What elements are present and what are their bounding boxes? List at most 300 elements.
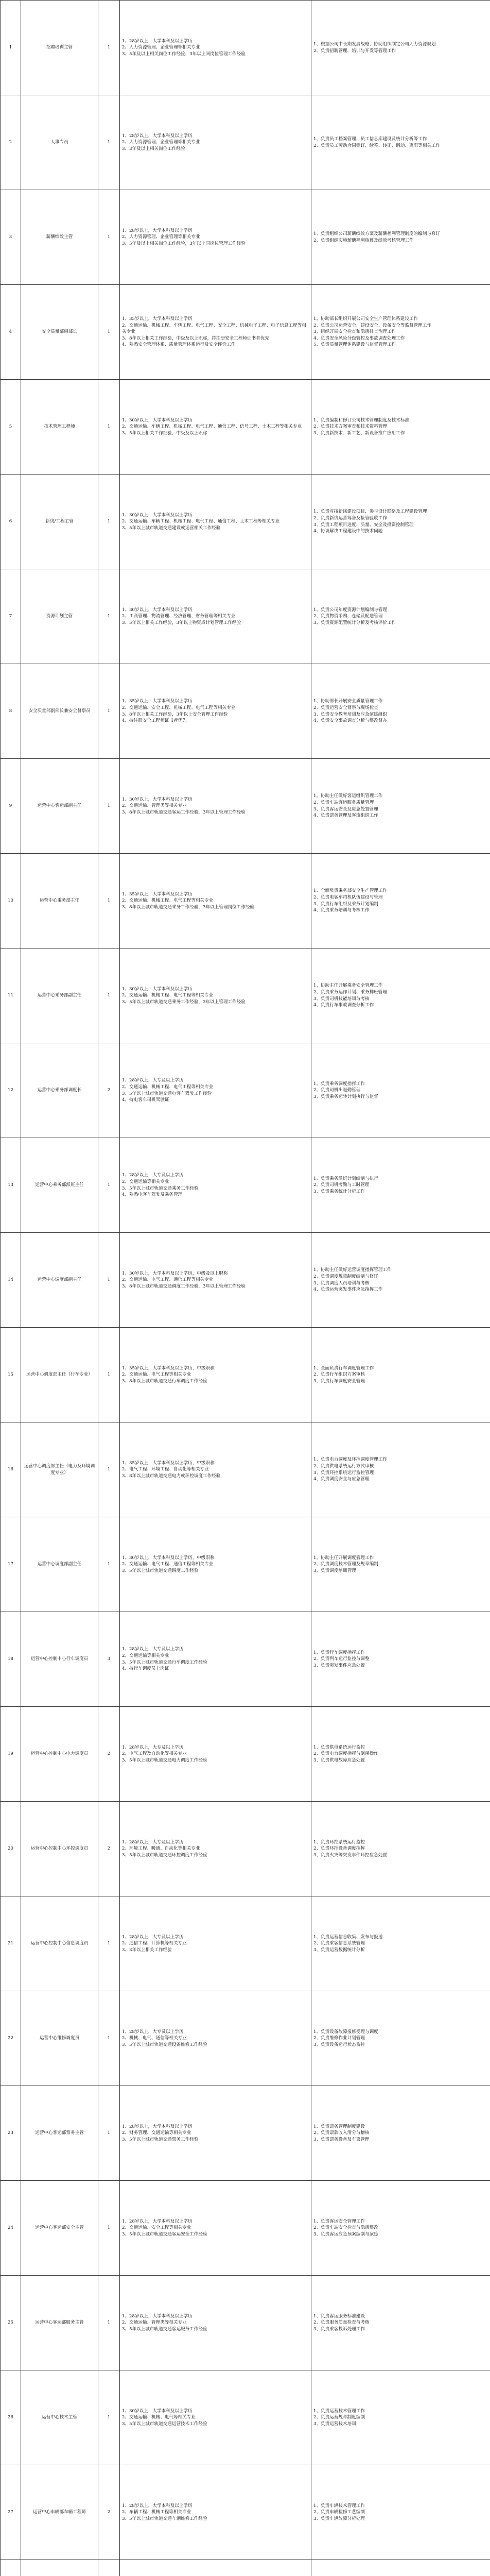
duty-line: 1、负责车辆技术管理工作	[313, 2503, 365, 2509]
position-title: 运营中心控制中心环控调度员	[21, 1802, 98, 1896]
duty-line: 1、负责对接新线建设项目，参与设计联络及工程建设管理	[313, 509, 427, 515]
headcount: 1	[98, 285, 120, 380]
headcount: 1	[98, 380, 120, 474]
row-number: 10	[1, 854, 21, 948]
requirement-line: 1、30岁以上，大学本科及以上学历，中级及以上职称	[122, 1270, 228, 1276]
table-row	[1, 1422, 490, 1517]
requirements-cell	[120, 1138, 311, 1233]
duty-line: 2、负责车辆检修工艺编制	[313, 2510, 365, 2515]
row-number: 15	[1, 1328, 21, 1422]
duty-line: 1、负责组织公司薪酬绩效方案及薪酬福利管理制度的编制与修订	[313, 231, 441, 236]
duty-line: 1、负责客运服务标准建设	[313, 2313, 365, 2319]
requirement-line: 2、人力资源管理、企业管理等相关专业	[122, 45, 200, 50]
requirements-cell	[120, 285, 311, 380]
position-title: 安全质量部副部长兼安全督察员	[21, 664, 98, 759]
row-number: 9	[1, 759, 21, 854]
table-row	[1, 474, 490, 569]
duty-line: 4、负责安全风险分级管控及事故调查处理工作	[313, 335, 405, 341]
duty-line: 1、负责运营信息收集、发布与报送	[313, 1934, 383, 1940]
requirements-cell	[120, 1043, 311, 1138]
table-row	[1, 569, 490, 664]
headcount: 1	[98, 474, 120, 569]
position-title: 运营中心调度部副主任	[21, 1517, 98, 1612]
requirement-line: 1、28岁以上，大专及以上学历	[122, 1744, 184, 1750]
duties-cell	[311, 474, 490, 569]
requirement-line: 3、8年以上城市轨道交通客运工作经验，3年以上管理工作经验	[122, 809, 246, 815]
position-title: 运营中心客运部服务主管	[21, 2276, 98, 2370]
position-title: 运营中心调度部主任（行车专业）	[21, 1328, 98, 1422]
duty-line: 2、负责列车运行监控与调整	[313, 1656, 370, 1662]
row-number: 24	[1, 2181, 21, 2276]
headcount: 1	[98, 1, 120, 95]
headcount: 1	[98, 1896, 120, 1991]
duty-line: 2、负责调度技术管理及规章编制	[313, 1562, 378, 1567]
requirements-cell	[120, 2370, 311, 2465]
requirement-line: 1、35岁以上，大学本科及以上学历	[122, 891, 192, 897]
table-row	[1, 95, 490, 190]
requirement-line: 3、5年及以上相关岗位工作经验，3年以上同岗位管理工作经验	[122, 241, 246, 246]
requirement-line: 3、5年及以上相关岗位工作经验，3年以上同岗位管理工作经验	[122, 51, 246, 57]
requirement-line: 1、28岁以上，大学本科及以上学历	[122, 38, 192, 44]
requirement-line: 3、5年以上相关工作经验，3年以上物资或计划管理工作经验	[122, 620, 241, 625]
position-title: 资源计划主管	[21, 569, 98, 664]
table-row	[1, 854, 490, 948]
table-row	[1, 1, 490, 95]
requirement-line: 4、熟悉安全管理体系、质量管理体系运行及安全评价工作	[122, 342, 236, 348]
duty-line: 1、负责设备故障报修受理与调度	[313, 2029, 378, 2035]
duty-line: 1、负责运营技术管理工作	[313, 2408, 365, 2414]
row-number: 22	[1, 1991, 21, 2086]
requirement-line: 2、交通运输、机械工程、电气工程等相关专业	[122, 898, 214, 904]
requirement-line: 2、交通运输、安全工程、机械工程、电气工程等相关专业	[122, 705, 236, 710]
headcount: 1	[98, 1517, 120, 1612]
duty-line: 2、负责电客车司机队伍建设与管理	[313, 894, 383, 900]
table-row	[1, 1233, 490, 1328]
position-title: 运营中心维修调度员	[21, 1991, 98, 2086]
requirement-line: 2、机械、电气、通信等相关专业	[122, 2036, 187, 2041]
duty-line: 2、负责供电系统运行方式审核	[313, 1463, 374, 1469]
duty-line: 1、协助主任开展调度管理工作	[313, 1555, 374, 1561]
duty-line: 3、负责运营技术培训	[313, 2421, 356, 2427]
headcount: 1	[98, 95, 120, 190]
position-title: 技术管理工程师	[21, 380, 98, 474]
row-number: 25	[1, 2276, 21, 2370]
duty-line: 4、负责安全事故调查分析与整改督办	[313, 718, 387, 724]
table-row	[1, 664, 490, 759]
requirement-line: 1、28岁以上，大学本科及以上学历	[122, 2503, 192, 2509]
position-title: 运营中心乘务部调度长	[21, 1043, 98, 1138]
duty-line: 2、负责乘务运作计划、乘务排班管理	[313, 989, 387, 995]
position-title: 运营中心技术主管	[21, 2370, 98, 2465]
requirement-line: 2、电气工程、环境工程、自动化等相关专业	[122, 1467, 209, 1472]
table-row	[1, 190, 490, 285]
duty-line: 2、负责运营规章制度编制	[313, 2415, 365, 2420]
requirement-line: 3、5年以上城市轨道交通电力调度工作经验	[122, 1757, 207, 1763]
duty-line: 3、负责环控系统运行监控管理	[313, 1470, 374, 1476]
requirement-line: 2、交通运输、管理类等相关专业	[122, 2320, 187, 2326]
position-title: 运营中心乘务部派班主任	[21, 1138, 98, 1233]
requirement-line: 2、交通运输等相关专业	[122, 1653, 169, 1658]
row-number: 18	[1, 1612, 21, 1707]
position-title: 运营中心客运部安全主管	[21, 2181, 98, 2276]
requirements-cell	[120, 854, 311, 948]
duties-cell	[311, 2181, 490, 2276]
requirements-cell	[120, 2276, 311, 2370]
table-row	[1, 2560, 490, 2576]
duties-cell	[311, 2370, 490, 2465]
duty-line: 2、负责物资采购、仓储及配送管理	[313, 614, 383, 619]
requirement-line: 3、5年以上城市轨道交通建设或运营相关工作经验	[122, 525, 221, 531]
requirement-line: 2、交通运输、机械工程、电气工程等相关专业	[122, 1084, 214, 1090]
headcount: 1	[98, 569, 120, 664]
duties-cell	[311, 95, 490, 190]
requirement-line: 3、5年以上城市轨道交通车辆维修工作经验	[122, 2516, 207, 2521]
position-title: 运营中心调度部副主任	[21, 1233, 98, 1328]
requirements-cell	[120, 1612, 311, 1707]
duty-line: 3、负责车辆故障分析处理	[313, 2516, 365, 2521]
row-number: 19	[1, 1707, 21, 1802]
headcount: 1	[98, 854, 120, 948]
requirement-line: 2、交通运输、车辆工程、机械工程、电气工程、通信工程、信号工程、土木工程等相关专业	[122, 424, 302, 430]
requirements-cell	[120, 2560, 311, 2576]
headcount: 1	[98, 2370, 120, 2465]
duty-line: 2、负责公司运营安全、建设安全、设备安全等监督管理工作	[313, 323, 431, 328]
requirement-line: 1、30岁以上，大学本科及以上学历	[122, 512, 192, 518]
duties-cell	[311, 1138, 490, 1233]
duty-line: 1、负责电力调度及环控调度管理工作	[313, 1457, 387, 1463]
duty-line: 1、负责行车调度指挥工作	[313, 1650, 365, 1655]
row-number: 2	[1, 95, 21, 190]
row-number: 16	[1, 1422, 21, 1517]
requirement-line: 2、交通运输、安全工程等相关专业	[122, 2225, 191, 2231]
duty-line: 2、负责行车组织方案审核	[313, 1372, 365, 1378]
requirement-line: 1、28岁以上，大专及以上学历	[122, 1839, 184, 1845]
requirement-line: 2、交通运输、机械工程、电气工程等相关专业	[122, 993, 214, 998]
headcount: 1	[98, 1991, 120, 2086]
headcount	[98, 2560, 120, 2576]
duty-line: 1、全面负责乘务部安全生产管理工作	[313, 888, 387, 894]
requirement-line: 1、28岁以上，大学本科及以上学历	[122, 2218, 192, 2224]
requirement-line: 3、5年以上城市轨道交通客运服务工作经验	[122, 2326, 207, 2332]
duties-cell	[311, 1896, 490, 1991]
duty-line: 2、负责乘客信息系统管理	[313, 1941, 365, 1946]
requirement-line: 3、8年以上城市轨道交通电力或环控调度工作经验	[122, 1473, 221, 1479]
duty-line: 4、协调解决工程建设中的技术问题	[313, 529, 383, 534]
requirement-line: 1、28岁以上，大学本科及以上学历	[122, 2313, 192, 2319]
requirements-cell	[120, 948, 311, 1043]
requirements-cell	[120, 380, 311, 474]
requirement-line: 2、交通运输、管理类等相关专业	[122, 803, 187, 809]
duty-line: 3、负责新技术、新工艺、新设备推广应用工作	[313, 430, 405, 436]
requirements-cell	[120, 190, 311, 285]
position-title: 人事专员	[21, 95, 98, 190]
duty-line: 2、负责新线运营筹备及接管验收工作	[313, 515, 387, 521]
duties-cell	[311, 2465, 490, 2560]
duty-line: 2、负责技术方案审查和技术资料管理	[313, 424, 387, 430]
requirement-line: 3、8年以上城市轨道交通行车调度工作经验	[122, 1378, 207, 1384]
table-row	[1, 1328, 490, 1422]
table-row	[1, 2086, 490, 2181]
duty-line: 3、负责设备运行状态监控	[313, 2042, 365, 2047]
requirement-line: 2、交通运输、电气工程等相关专业	[122, 1372, 191, 1378]
table-row	[1, 759, 490, 854]
position-title: 运营中心控制中心信息调度员	[21, 1896, 98, 1991]
requirement-line: 3、5年以上城市轨道交通电客车驾驶工作经验	[122, 1091, 212, 1096]
requirements-cell	[120, 1707, 311, 1802]
requirements-cell	[120, 664, 311, 759]
duties-cell	[311, 1043, 490, 1138]
duty-line: 1、协助主任做好运营调度指挥管理工作	[313, 1267, 392, 1273]
duties-cell	[311, 854, 490, 948]
duty-line: 3、组织开展安全检查和隐患排查治理工作	[313, 329, 396, 335]
duty-line: 5、负责质量管理体系建设与监督管理工作	[313, 342, 396, 348]
duty-line: 1、负责供电系统运行监控	[313, 1744, 365, 1750]
row-number: 11	[1, 948, 21, 1043]
duty-line: 2、负责电力调度指挥与倒闸操作	[313, 1751, 378, 1757]
duties-cell	[311, 1422, 490, 1517]
headcount: 1	[98, 1422, 120, 1517]
requirement-line: 3、5年以上城市轨道交通运营技术工作经验	[122, 2421, 207, 2427]
duty-line: 3、负责客运安全及应急处置管理	[313, 806, 378, 812]
duty-line: 2、负责招聘管理、培训与开发等管理工作	[313, 48, 396, 54]
requirement-line: 1、30岁以上，大学本科及以上学历	[122, 2408, 192, 2414]
requirement-line: 2、交通运输等相关专业	[122, 1179, 169, 1184]
duties-cell	[311, 1707, 490, 1802]
duty-line: 4、负责行车事故调查分析工作	[313, 1003, 374, 1008]
duty-line: 1、负责员工档案管理，员工信息库建设及统计分析等工作	[313, 136, 427, 142]
requirement-line: 1、28岁以上，大专及以上学历	[122, 1173, 184, 1178]
headcount: 1	[98, 759, 120, 854]
position-title: 运营中心控制中心行车调度员	[21, 1612, 98, 1707]
requirement-line: 3、8年以上城市轨道交通调度工作经验，3年以上管理工作经验	[122, 1283, 246, 1289]
table-row	[1, 1991, 490, 2086]
table-row	[1, 285, 490, 380]
requirement-line: 1、28岁以上，大专及以上学历	[122, 1078, 184, 1083]
duty-line: 3、负责工程项目进度、质量、安全及投资控制管理	[313, 522, 414, 528]
duty-line: 2、负责调度规章制度编制与修订	[313, 1274, 378, 1279]
row-number: 1	[1, 1, 21, 95]
requirement-line: 1、35岁以上，大学本科及以上学历，中级职称	[122, 1460, 215, 1466]
duty-line: 3、负责票务设备及车票管理	[313, 2137, 370, 2142]
headcount: 1	[98, 190, 120, 285]
position-title: 运营中心客运部副主任	[21, 759, 98, 854]
duty-line: 1、协助主任开展乘务安全管理工作	[313, 983, 383, 989]
requirement-line: 2、工商管理、物流管理、经济管理、财务管理等相关专业	[122, 614, 236, 619]
requirements-cell	[120, 1422, 311, 1517]
requirement-line: 1、35岁以上，大学本科及以上学历，中级职称	[122, 1365, 215, 1371]
duties-cell	[311, 1802, 490, 1896]
requirement-line: 2、车辆工程、机械工程等相关专业	[122, 2510, 191, 2515]
duties-cell	[311, 1233, 490, 1328]
duty-line: 3、负责调度人员培训与考核	[313, 1280, 370, 1286]
position-title: 运营中心调度部主任（电力及环境调度专业）	[21, 1422, 98, 1517]
duties-cell	[311, 759, 490, 854]
requirement-line: 4、熟悉电客车驾驶及乘务管理	[122, 1192, 183, 1198]
duty-line: 3、负责运营数据统计分析	[313, 1947, 365, 1953]
duties-cell	[311, 2086, 490, 2181]
headcount: 1	[98, 664, 120, 759]
position-title: 招聘培训主管	[21, 1, 98, 95]
requirements-cell	[120, 2181, 311, 2276]
requirements-cell	[120, 1233, 311, 1328]
requirement-line: 1、28岁以上，大专及以上学历	[122, 2029, 184, 2035]
table-row	[1, 1138, 490, 1233]
requirement-line: 2、交通运输、电气工程、通信工程等相关专业	[122, 1277, 214, 1283]
duty-line: 3、负责司机技能培训与考核	[313, 996, 370, 1002]
duty-line: 3、负责乘务运转计划执行与监督	[313, 1094, 378, 1099]
headcount: 1	[98, 1328, 120, 1422]
duty-line: 1、负责公司年度资源计划编制与管理	[313, 607, 387, 613]
requirement-line: 3、5年以上城市轨道交通乘务工作经验，3年以上管理工作经验	[122, 999, 246, 1005]
duty-line: 3、负责客运应急预案编制与演练	[313, 2231, 378, 2237]
requirement-line: 3、5年以上城市轨道交通调度工作经验	[122, 1568, 199, 1573]
row-number: 7	[1, 569, 21, 664]
table-row	[1, 1896, 490, 1991]
position-title: 运营中心车辆部车辆工程师	[21, 2465, 98, 2560]
duty-line: 3、负责突发事件应急处置	[313, 1663, 365, 1668]
duties-cell	[311, 569, 490, 664]
table-row	[1, 2181, 490, 2276]
requirement-line: 1、35岁以上，大学本科及以上学历	[122, 316, 192, 322]
duties-cell	[311, 664, 490, 759]
requirement-line: 1、28岁以上，大学本科及以上学历	[122, 2124, 192, 2129]
duty-line: 2、负责环控设备调度指挥	[313, 1846, 365, 1852]
requirements-cell	[120, 569, 311, 664]
duties-cell	[311, 948, 490, 1043]
headcount: 2	[98, 1707, 120, 1802]
duty-line: 1、根据公司中长期发展战略，协助组织制定公司人力资源规划	[313, 41, 436, 47]
headcount: 1	[98, 948, 120, 1043]
requirement-line: 2、交通运输、电气工程、通信工程等相关专业	[122, 1562, 214, 1567]
table-row	[1, 2465, 490, 2560]
requirements-cell	[120, 2086, 311, 2181]
requirements-cell	[120, 1517, 311, 1612]
duty-line: 2、负责司机出退勤管理	[313, 1088, 361, 1093]
headcount: 2	[98, 2465, 120, 2560]
duty-line: 3、负责乘客投诉处理工作	[313, 2326, 365, 2332]
requirement-line: 3、5年以上相关工作经验，中级及以上职称	[122, 430, 207, 436]
duty-line: 4、负责运营突发事件应急指挥工作	[313, 1287, 383, 1293]
requirement-line: 3、5年以上城市轨道交通环控调度工作经验	[122, 1852, 207, 1858]
row-number: 23	[1, 2086, 21, 2181]
duty-line: 2、负责员工劳动合同签订、续签、转正、调动、离职等相关工作	[313, 143, 441, 148]
duty-line: 2、负责司机考勤与工时管理	[313, 1182, 370, 1188]
requirement-line: 2、交通运输、机械、电气等相关专业	[122, 2415, 196, 2420]
requirement-line: 1、30岁以上，大学本科及以上学历	[122, 986, 192, 992]
requirement-line: 1、30岁以上，大学本科及以上学历	[122, 417, 192, 423]
duty-line: 1、负责编制和修订公司技术管理制度及技术标准	[313, 417, 409, 423]
duties-cell	[311, 1328, 490, 1422]
row-number: 8	[1, 664, 21, 759]
table-row	[1, 1612, 490, 1707]
requirement-line: 1、28岁以上，大专及以上学历	[122, 1934, 184, 1940]
requirement-line: 2、财务管理、交通运输等相关专业	[122, 2130, 191, 2136]
table-row	[1, 2370, 490, 2465]
position-title: 运营中心控制中心电力调度员	[21, 1707, 98, 1802]
requirement-line: 2、交通运输、车辆工程、机械工程、电气工程、通信工程、土木工程等相关专业	[122, 519, 280, 524]
duties-cell	[311, 190, 490, 285]
duties-cell	[311, 1612, 490, 1707]
requirements-cell	[120, 759, 311, 854]
duty-line: 2、负责车站安全检查与隐患整改	[313, 2225, 378, 2231]
requirement-line: 2、环境工程、暖通、自动化等相关专业	[122, 1846, 200, 1852]
duties-cell	[311, 2560, 490, 2576]
duties-cell	[311, 2276, 490, 2370]
requirements-cell	[120, 1896, 311, 1991]
table-row	[1, 2276, 490, 2370]
duties-cell	[311, 1991, 490, 2086]
row-number: 21	[1, 1896, 21, 1991]
table-row	[1, 1043, 490, 1138]
requirements-cell	[120, 1802, 311, 1896]
requirement-line: 1、30岁以上，大学本科及以上学历	[122, 796, 192, 802]
requirement-line: 1、30岁以上，大学本科及以上学历	[122, 607, 192, 613]
duty-line: 2、负责服务质量检查与考核	[313, 2320, 370, 2326]
duties-cell	[311, 285, 490, 380]
duty-line: 1、全面负责行车调度管理工作	[313, 1365, 374, 1371]
requirement-line: 3、5年以上城市轨道交通乘务工作经验	[122, 1185, 199, 1191]
position-title: 运营中心乘务部主任	[21, 854, 98, 948]
row-number: 14	[1, 1233, 21, 1328]
position-title: 运营中心乘务部副主任	[21, 948, 98, 1043]
requirement-line: 3、8年以上相关工作经验，中级及以上职称，持注册安全工程师证书者优先	[122, 335, 269, 341]
duty-line: 2、负责运营安全督察与现场检查	[313, 705, 378, 710]
headcount: 3	[98, 1612, 120, 1707]
requirements-cell	[120, 1, 311, 95]
position-title: 安全质量部副部长	[21, 285, 98, 380]
table-row	[1, 1517, 490, 1612]
requirements-cell	[120, 1328, 311, 1422]
headcount: 1	[98, 2276, 120, 2370]
requirement-line: 2、通信工程、计算机等相关专业	[122, 1941, 187, 1946]
requirement-line: 1、35岁以上，大学本科及以上学历	[122, 699, 192, 704]
requirement-line: 3、5年以上城市轨道交通票务工作经验	[122, 2137, 199, 2142]
row-number: 17	[1, 1517, 21, 1612]
duties-cell	[311, 1, 490, 95]
duty-line: 4、负责票务管理及客流组织工作	[313, 813, 378, 819]
duties-cell	[311, 1517, 490, 1612]
duty-line: 1、负责乘务调度指挥工作	[313, 1081, 365, 1087]
duty-line: 3、负责资源配置统计分析及考核评价工作	[313, 620, 396, 625]
requirement-line: 1、28岁以上，大专及以上学历	[122, 1647, 184, 1652]
requirement-line: 3、5年以上城市轨道交通行车调度工作经验	[122, 1659, 207, 1665]
row-number: 6	[1, 474, 21, 569]
duty-line: 1、负责客运安全管理工作	[313, 2218, 365, 2224]
duty-line: 4、负责乘务培训与考核工作	[313, 908, 370, 913]
duty-line: 3、负责行车组织及乘务计划编制	[313, 901, 378, 907]
duty-line: 2、负责组织实施薪酬福利核算及绩效考核管理工作	[313, 238, 414, 243]
row-number: 20	[1, 1802, 21, 1896]
requirement-line: 2、电气工程及自动化等相关专业	[122, 1751, 187, 1757]
requirement-line: 3、5年以上城市轨道交通设备维修工作经验	[122, 2042, 207, 2047]
duty-line: 3、负责安全教育培训及应急演练组织	[313, 711, 387, 717]
duty-line: 3、负责行车调度安全管理	[313, 1378, 365, 1384]
requirement-line: 1、30岁以上，大学本科及以上学历，中级职称	[122, 1555, 215, 1561]
row-number: 13	[1, 1138, 21, 1233]
requirement-line: 3、8年以上城市轨道交通乘务工作经验，3年以上管理岗位工作经验	[122, 904, 255, 910]
row-number: 12	[1, 1043, 21, 1138]
duty-line: 2、负责车站客运服务质量管理	[313, 800, 374, 805]
requirement-line: 3、3年及以上相关岗位工作经验	[122, 146, 185, 151]
duty-line: 3、负责供电故障应急处置	[313, 1757, 365, 1763]
headcount: 1	[98, 2086, 120, 2181]
duty-line: 3、负责火灾等突发事件环控应急处置	[313, 1852, 387, 1858]
position-title: 薪酬绩效主管	[21, 190, 98, 285]
duty-line: 1、协助部长开展安全质量管理工作	[313, 699, 383, 704]
duty-line: 1、负责票务管理制度建设	[313, 2124, 365, 2129]
headcount: 2	[98, 1043, 120, 1138]
requirement-line: 4、持注册安全工程师证书者优先	[122, 718, 187, 724]
